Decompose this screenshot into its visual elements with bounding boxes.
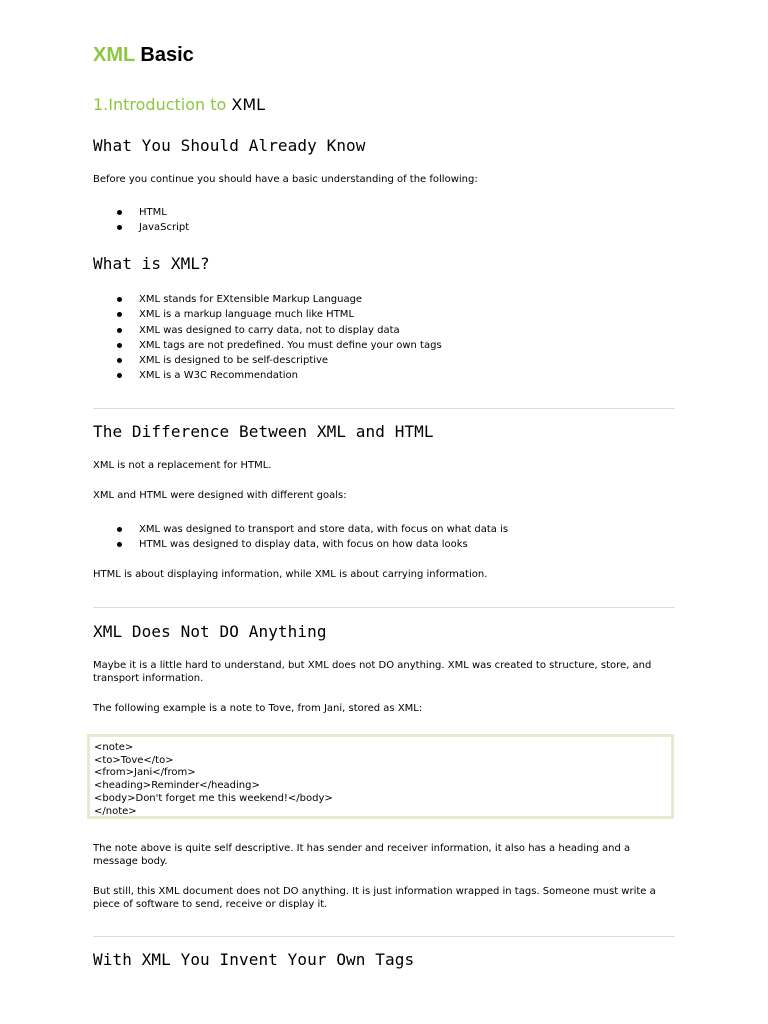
paragraph-self-descriptive: The note above is quite self descriptive. It has sender and receiver information, it also has a heading and a message body. — [93, 843, 631, 867]
heading-invent-tags: With XML You Invent Your Own Tags — [93, 950, 415, 969]
list-item: XML is designed to be self-descriptive — [93, 353, 442, 368]
list-item: XML tags are not predefined. You must define your own tags — [93, 338, 442, 353]
list-item: XML was designed to transport and store data, with focus on what data is — [93, 522, 508, 537]
chapter-accent: 1.Introduction to — [93, 95, 227, 114]
chapter-heading — [93, 95, 265, 114]
list-item: HTML — [93, 205, 189, 220]
paragraph-example-intro: The following example is a note to Tove, from Jani, stored as XML: — [93, 703, 423, 714]
xml-example-code: <note> <to>Tove</to> <from>Jani</from> <heading>Reminder</heading> <body>Don't forget me this weekend!</body> </note> — [94, 742, 333, 817]
divider — [93, 607, 675, 608]
list-prerequisites — [93, 205, 189, 236]
heading-difference: The Difference Between XML and HTML — [93, 422, 434, 441]
list-item: XML stands for EXtensible Markup Language — [93, 292, 442, 307]
list-item: XML is a W3C Recommendation — [93, 368, 442, 383]
title-rest: Basic — [140, 44, 194, 66]
list-item: XML is a markup language much like HTML — [93, 307, 442, 322]
heading-already-know: What You Should Already Know — [93, 136, 366, 155]
list-what-is-xml — [93, 292, 442, 384]
paragraph-different-goals: XML and HTML were designed with different goals: — [93, 490, 347, 501]
chapter-rest: XML — [231, 95, 266, 114]
paragraph-wrapped-in-tags: But still, this XML document does not DO anything. It is just information wrapped in tags. Someone must write a piece of software to send, receive or display it. — [93, 886, 656, 910]
document-title — [93, 44, 194, 67]
xml-example-box — [87, 734, 674, 819]
paragraph-displaying-vs-carrying: HTML is about displaying information, while XML is about carrying information. — [93, 569, 488, 580]
list-item: XML was designed to carry data, not to display data — [93, 323, 442, 338]
list-differences — [93, 522, 508, 553]
heading-does-nothing: XML Does Not DO Anything — [93, 622, 327, 641]
list-item: JavaScript — [93, 220, 189, 235]
list-item: HTML was designed to display data, with focus on how data looks — [93, 537, 508, 552]
paragraph-know-intro: Before you continue you should have a basic understanding of the following: — [93, 174, 478, 185]
heading-what-is-xml: What is XML? — [93, 254, 210, 273]
divider — [93, 936, 675, 937]
paragraph-hard-to-understand: Maybe it is a little hard to understand, but XML does not DO anything. XML was created to structure, store, and transport information. — [93, 660, 652, 684]
divider — [93, 408, 675, 409]
title-accent: XML — [93, 44, 135, 66]
paragraph-not-replacement: XML is not a replacement for HTML. — [93, 460, 272, 471]
